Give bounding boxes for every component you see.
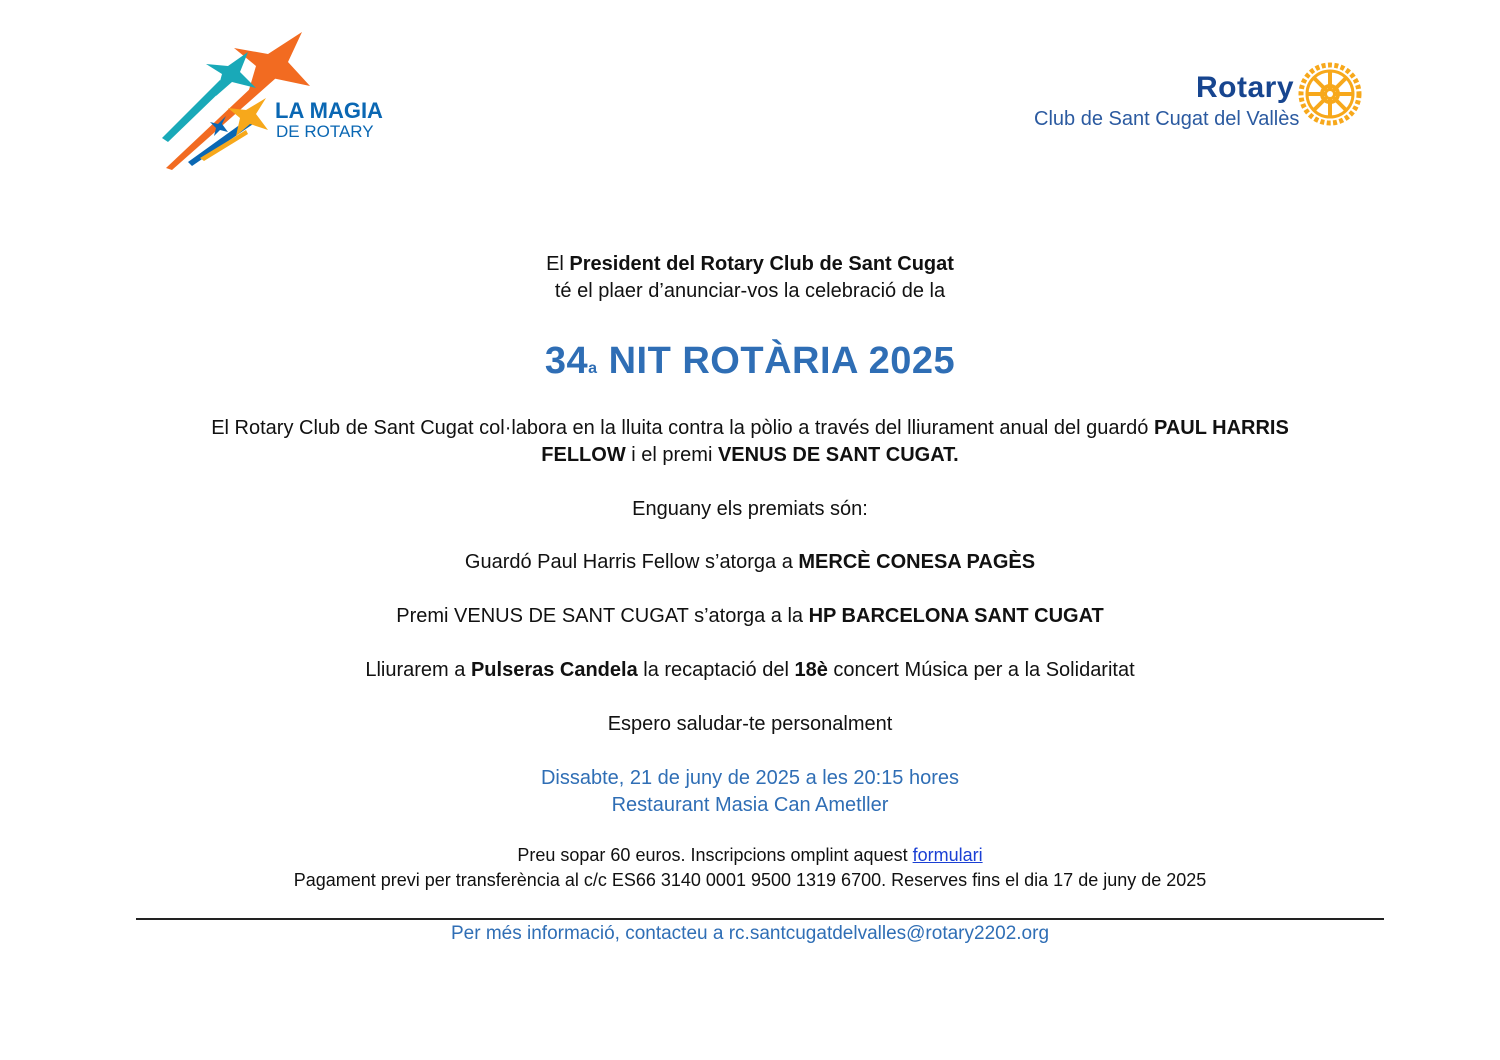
president-name: President del Rotary Club de Sant Cugat xyxy=(569,253,954,275)
donation-line xyxy=(0,659,1500,682)
intro-line-1 xyxy=(0,253,1500,276)
rotary-wheel-icon xyxy=(1296,60,1364,128)
winner-1 xyxy=(0,551,1500,574)
award-paul-harris: PAUL HARRIS xyxy=(1153,417,1289,439)
donation-edition: 18è xyxy=(794,659,828,681)
logo-title: LA MAGIA xyxy=(275,98,383,123)
award-fellow: FELLOW xyxy=(541,444,626,466)
event-headline xyxy=(0,340,1500,383)
footer-contact: Per més informació, contacteu a rc.santcugatdelvalles@rotary2202.org xyxy=(450,923,1050,944)
winners-intro: Enguany els premiats són: xyxy=(632,498,868,520)
rotary-wordmark: Rotary xyxy=(1196,71,1295,104)
collab-text-2: i el premi xyxy=(625,444,718,466)
form-link[interactable]: formulari xyxy=(912,845,983,865)
logo-subtitle: DE ROTARY xyxy=(276,122,374,141)
donation-text-3: concert Música per a la Solidaritat xyxy=(827,659,1135,681)
winner-1-name: MERCÈ CONESA PAGÈS xyxy=(798,551,1036,573)
award-venus: VENUS DE SANT CUGAT. xyxy=(717,444,959,466)
winner-1-text: Guardó Paul Harris Fellow s’atorga a xyxy=(464,551,799,573)
greeting: Espero saludar-te personalment xyxy=(607,713,893,735)
winner-2 xyxy=(0,605,1500,628)
event-date: Dissabte, 21 de juny de 2025 a les 20:15 hores xyxy=(540,767,960,789)
collab-line-2 xyxy=(0,444,1500,467)
donation-text-1: Lliurarem a xyxy=(365,659,471,681)
winner-2-name: HP BARCELONA SANT CUGAT xyxy=(808,605,1104,627)
donation-text-2: la recaptació del xyxy=(637,659,795,681)
edition-number: 34 xyxy=(544,340,589,382)
price-text: Preu sopar 60 euros. Inscripcions omplint aquest xyxy=(517,845,913,865)
payment-line: Pagament previ per transferència al c/c ES66 3140 0001 9500 1319 6700. Reserves fins el dia 17 de juny de 2025 xyxy=(293,870,1207,890)
rotary-logo xyxy=(1030,60,1370,140)
intro-prefix: El xyxy=(546,253,570,275)
winner-2-text: Premi VENUS DE SANT CUGAT s’atorga a la xyxy=(396,605,809,627)
la-magia-logo xyxy=(160,30,400,175)
collab-text: El Rotary Club de Sant Cugat col·labora en la lluita contra la pòlio a través del lliurament anual del guardó xyxy=(211,417,1154,439)
event-title: NIT ROTÀRIA 2025 xyxy=(608,340,956,382)
event-place: Restaurant Masia Can Ametller xyxy=(611,794,889,816)
donation-org: Pulseras Candela xyxy=(470,659,638,681)
collab-line-1 xyxy=(0,417,1500,440)
club-name: Club de Sant Cugat del Vallès xyxy=(1034,108,1300,130)
intro-line-2: té el plaer d’anunciar-vos la celebració de la xyxy=(554,280,946,302)
divider xyxy=(136,918,1384,920)
edition-ordinal: a xyxy=(588,360,598,377)
price-line xyxy=(0,845,1500,866)
